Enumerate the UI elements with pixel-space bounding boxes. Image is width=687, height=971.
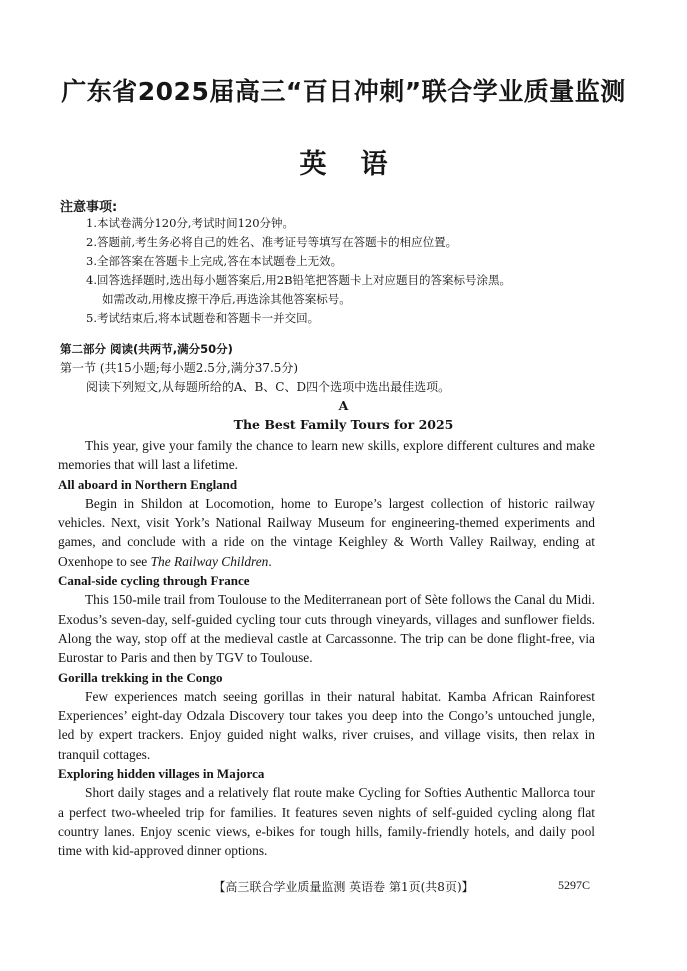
- notice-title: 注意事项:: [60, 200, 118, 215]
- notice-item: 如需改动,用橡皮擦干净后,再选涂其他答案标号。: [102, 292, 351, 306]
- section-paragraph: Few experiences match seeing gorillas in their natural habitat. Kamba African Rainforest Experiences’ eight-day Odzala Discovery tour takes you deep into the Congo’s untouched jungle, led by expert trackers. Enjoy guided night walks, river cruises, and village visits, then relax in tranquil cottages.: [58, 688, 595, 762]
- notice-item: 3.全部答案在答题卡上完成,答在本试题卷上无效。: [86, 254, 343, 268]
- paper-code: 5297C: [558, 878, 591, 892]
- section-heading: 第一节 (共15小题;每小题2.5分,满分37.5分): [60, 361, 299, 375]
- page-footer: 【高三联合学业质量监测 英语卷 第1页(共8页)】: [213, 880, 474, 894]
- section-heading: Exploring hidden villages in Majorca: [58, 766, 265, 782]
- section-paragraph: Begin in Shildon at Locomotion, home to Europe’s largest collection of historic railway vehicles. Next, visit York’s National Railway Museum for engineering-themed experiments and games, and conclude with a ride on the vintage Keighley & Worth Valley Railway, ending at Oxenhope to see The Railway Children.: [58, 495, 595, 569]
- part-heading: 第二部分 阅读(共两节,满分50分): [60, 342, 233, 356]
- section-heading: All aboard in Northern England: [58, 476, 238, 492]
- notice-list: [86, 214, 626, 328]
- instruction: 阅读下列短文,从每题所给的A、B、C、D四个选项中选出最佳选项。: [86, 380, 451, 394]
- notice-item: 1.本试卷满分120分,考试时间120分钟。: [86, 216, 295, 230]
- section-paragraph: This 150-mile trail from Toulouse to the Mediterranean port of Sète follows the Canal du Midi. Exodus’s seven-day, self-guided cycling tour cuts through vineyards, villages and sunflower fields. Along the way, stop off at the medieval castle at Carcassonne. The trip can be done flight-free, via Eurostar to Paris and then by TGV to Toulouse.: [58, 592, 595, 666]
- section-heading: Gorilla trekking in the Congo: [58, 669, 223, 685]
- section-heading: Canal-side cycling through France: [58, 573, 250, 589]
- notice-item: 5.考试结束后,将本试题卷和答题卡一并交回。: [86, 311, 320, 325]
- passage-body: [58, 436, 595, 861]
- passage-letter: A: [338, 398, 349, 413]
- passage-intro: This year, give your family the chance to learn new skills, explore different cultures and make memories that will last a lifetime.: [58, 438, 595, 473]
- section-paragraph: Short daily stages and a relatively flat route make Cycling for Softies Authentic Mallorca tour a perfect two-wheeled trip for families. It features seven nights of self-guided cycling along flat country lanes. Enjoy scenic views, e-bikes for tough hills, family-friendly hotels, and daily pool time with kid-approved dinner options.: [58, 785, 595, 859]
- passage-title: The Best Family Tours for 2025: [233, 417, 454, 432]
- exam-title: 广东省2025届高三“百日冲刺”联合学业质量监测: [61, 77, 626, 106]
- subject-title: 英语: [299, 149, 422, 180]
- notice-item: 2.答题前,考生务必将自己的姓名、准考证号等填写在答题卡的相应位置。: [86, 235, 458, 249]
- notice-item: 4.回答选择题时,选出每小题答案后,用2B铅笔把答题卡上对应题目的答案标号涂黑。: [86, 273, 512, 287]
